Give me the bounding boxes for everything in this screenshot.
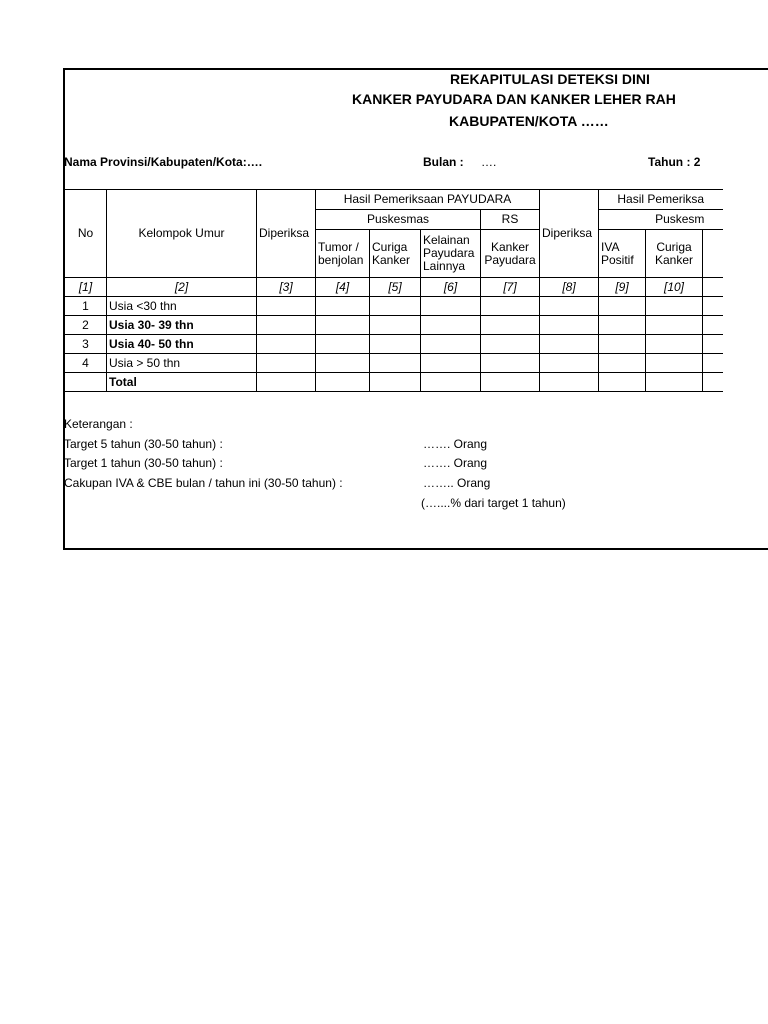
col-number: [1] <box>65 278 107 297</box>
row-label: Usia > 50 thn <box>107 354 257 373</box>
table-row-total <box>65 373 723 392</box>
col-number: [2] <box>107 278 257 297</box>
header-diperiksa: Diperiksa <box>257 190 316 278</box>
header-curiga-kanker: Curiga Kanker <box>370 230 421 278</box>
row-label: Usia 30- 39 thn <box>107 316 257 335</box>
header-puskesmas: Puskesmas <box>316 210 481 230</box>
header-no: No <box>65 190 107 278</box>
col-number: [6] <box>421 278 481 297</box>
col-number: [10] <box>646 278 703 297</box>
header-hasil-pemeriksaan-2: Hasil Pemeriksa <box>599 190 723 210</box>
table-row <box>65 335 723 354</box>
keterangan-label: Keterangan : <box>64 417 133 431</box>
header-kanker-payudara: Kanker Payudara <box>481 230 540 278</box>
table-row <box>65 316 723 335</box>
nama-provinsi-label: Nama Provinsi/Kabupaten/Kota:…. <box>64 155 263 169</box>
row-no: 3 <box>65 335 107 354</box>
col-number: [3] <box>257 278 316 297</box>
target1-label: Target 1 tahun (30-50 tahun) : <box>64 456 223 470</box>
table-row <box>65 297 723 316</box>
tahun-label: Tahun : 2 <box>648 155 701 169</box>
bulan-value: …. <box>481 155 497 169</box>
col-number: [9] <box>599 278 646 297</box>
persen-target: (…....% dari target 1 tahun) <box>421 496 566 510</box>
header-curiga-kanker-2: Curiga Kanker <box>646 230 703 278</box>
col-number-cut <box>703 278 723 297</box>
rekap-table <box>64 189 723 392</box>
row-no: 2 <box>65 316 107 335</box>
header-kelainan-payudara: Kelainan Payudara Lainnya <box>421 230 481 278</box>
col-number: [8] <box>540 278 599 297</box>
header-cut-cell <box>703 230 723 278</box>
col-number: [4] <box>316 278 370 297</box>
header-puskesmas-2: Puskesm <box>599 210 723 230</box>
target1-value: ……. Orang <box>423 456 488 470</box>
col-number: [5] <box>370 278 421 297</box>
header-tumor-benjolan: Tumor / benjolan <box>316 230 370 278</box>
target5-label: Target 5 tahun (30-50 tahun) : <box>64 437 223 451</box>
title-line-2: KANKER PAYUDARA DAN KANKER LEHER RAH <box>352 91 676 107</box>
row-label-total: Total <box>107 373 257 392</box>
col-number: [7] <box>481 278 540 297</box>
table-row <box>65 354 723 373</box>
row-no: 4 <box>65 354 107 373</box>
bulan-label: Bulan : <box>423 155 464 169</box>
row-label: Usia <30 thn <box>107 297 257 316</box>
row-label: Usia 40- 50 thn <box>107 335 257 354</box>
header-iva-positif: IVA Positif <box>599 230 646 278</box>
row-no <box>65 373 107 392</box>
cakupan-label: Cakupan IVA & CBE bulan / tahun ini (30-50 tahun) : <box>64 476 343 490</box>
header-diperiksa-2: Diperiksa <box>540 190 599 278</box>
header-hasil-payudara: Hasil Pemeriksaan PAYUDARA <box>316 190 540 210</box>
target5-value: ……. Orang <box>423 437 488 451</box>
header-kelompok-umur: Kelompok Umur <box>107 190 257 278</box>
row-no: 1 <box>65 297 107 316</box>
header-rs: RS <box>481 210 540 230</box>
title-line-1: REKAPITULASI DETEKSI DINI <box>450 71 650 87</box>
cakupan-value: …….. Orang <box>423 476 491 490</box>
title-line-3: KABUPATEN/KOTA …… <box>449 113 609 129</box>
